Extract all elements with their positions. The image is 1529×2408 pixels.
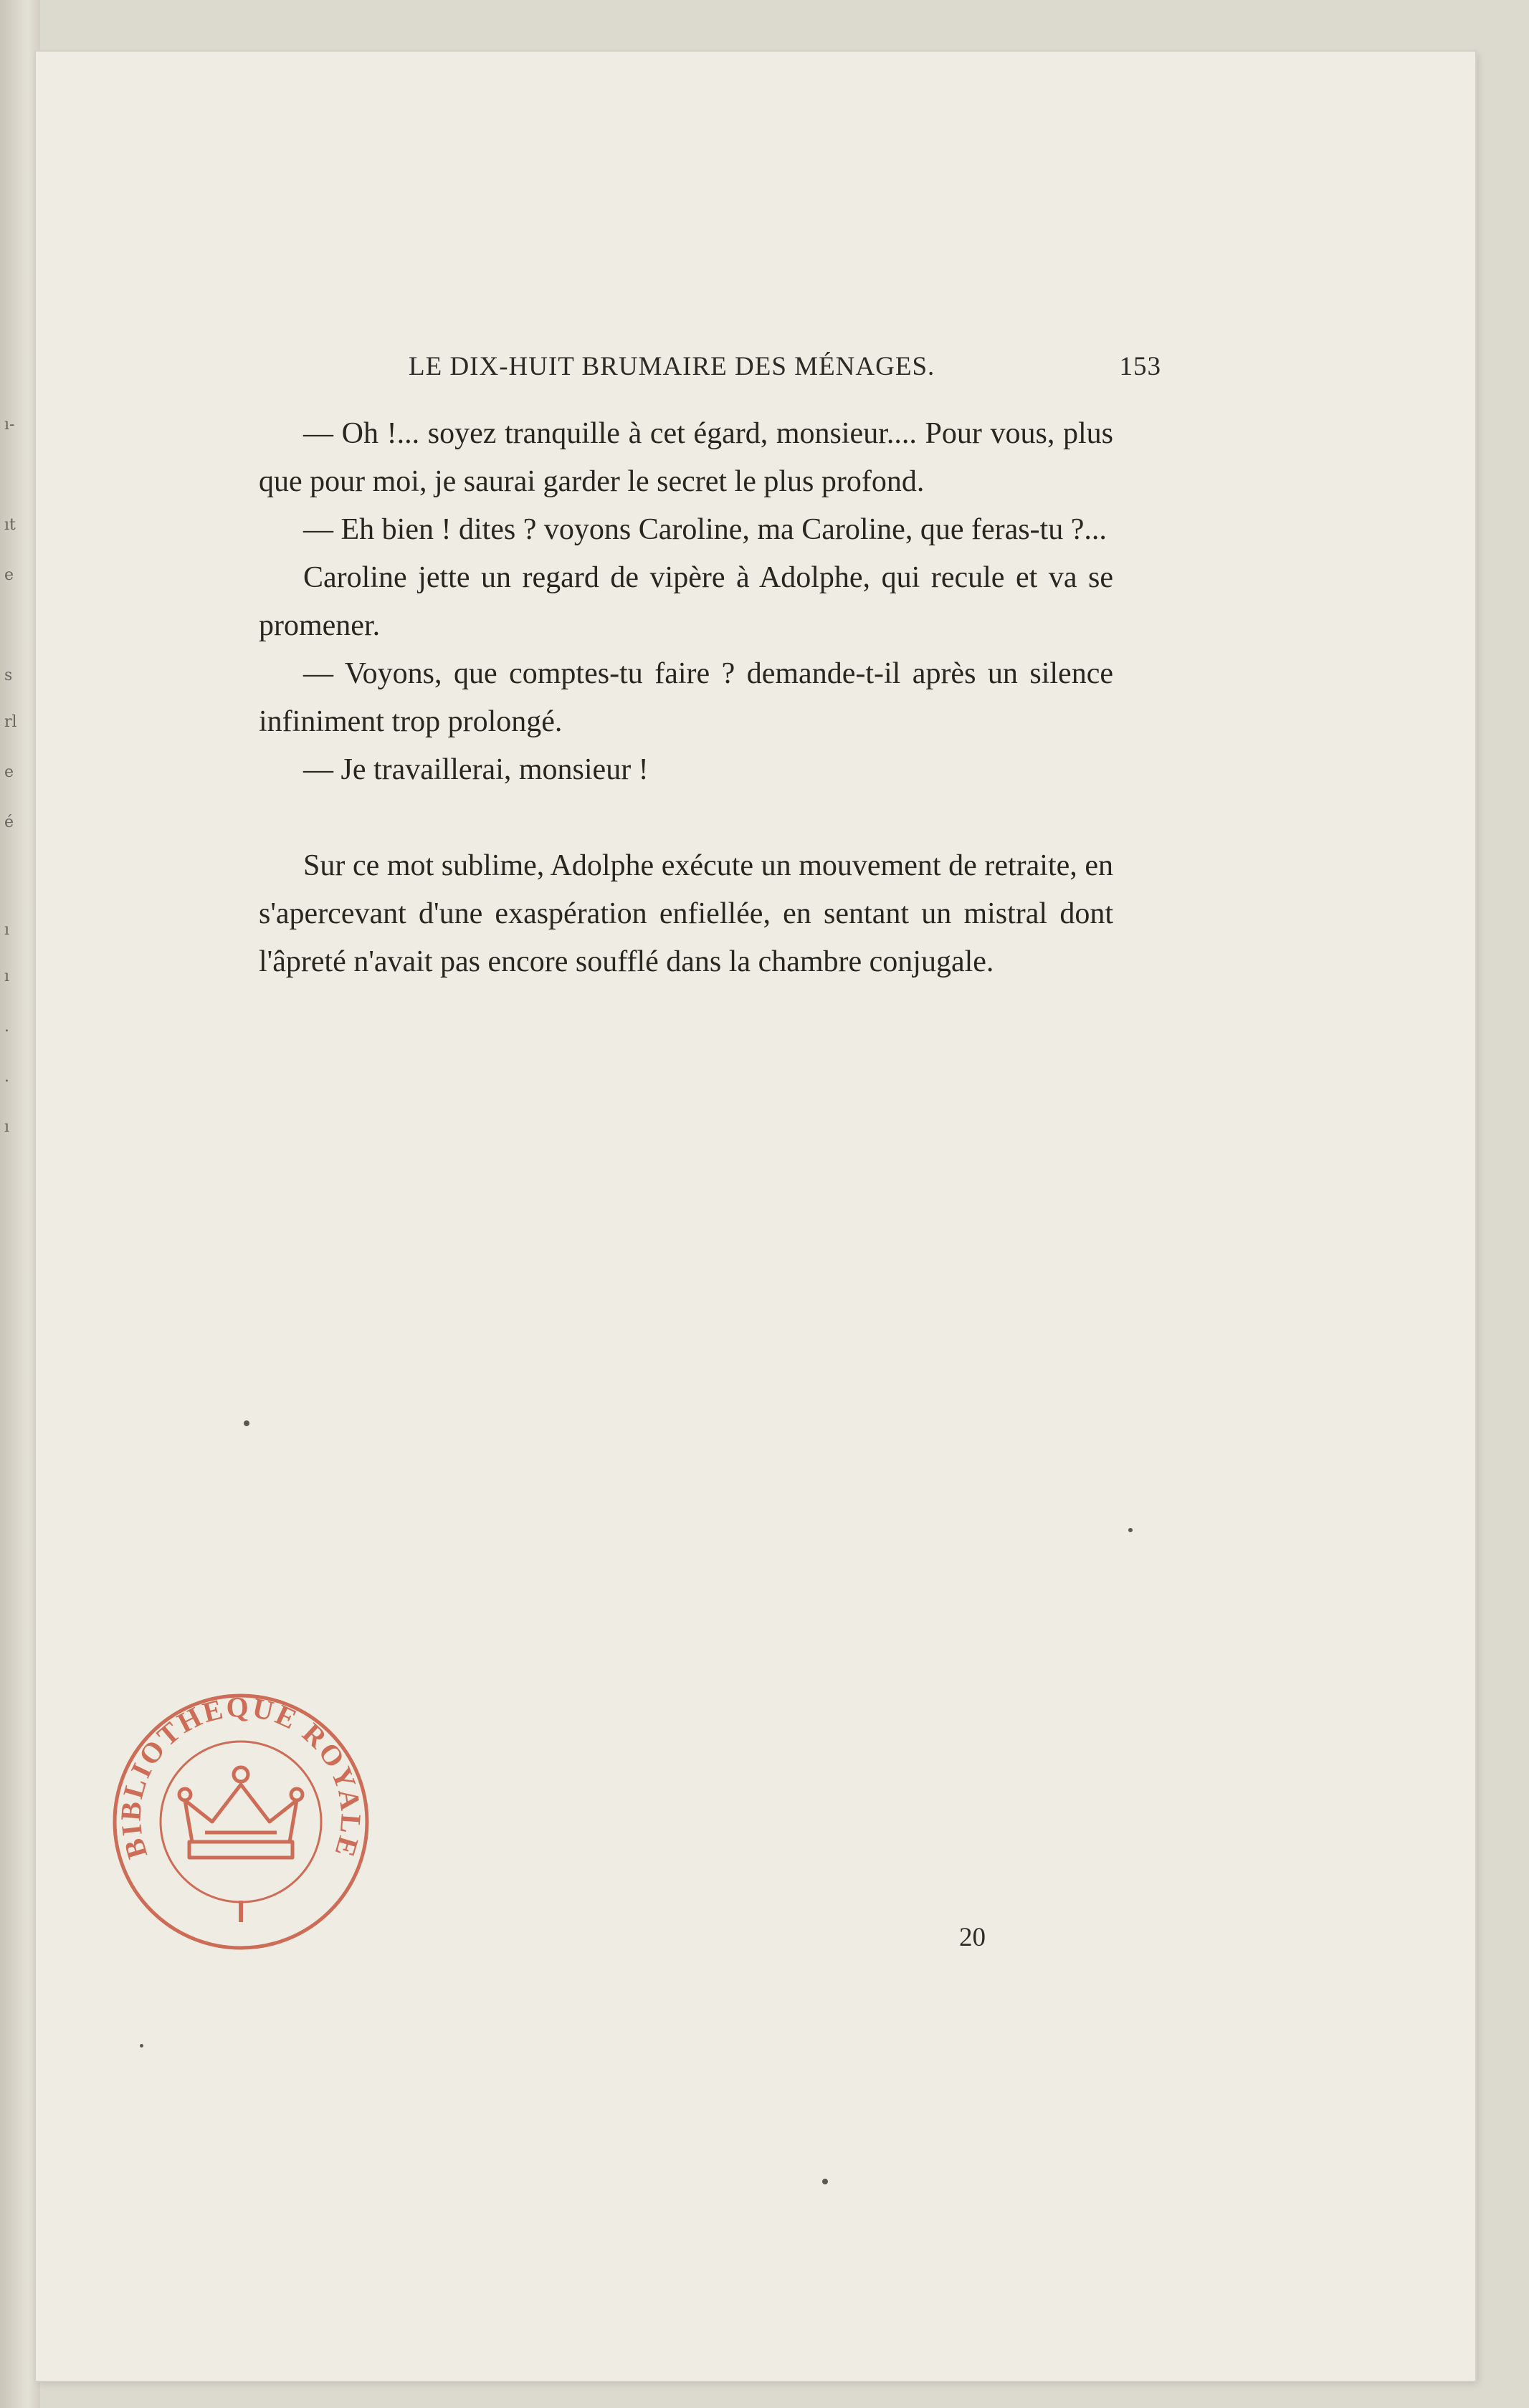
bleed-fragment: e — [4, 566, 14, 584]
paragraph: Sur ce mot sublime, Adolphe exécute un mouvement de retraite, en s'apercevant d'une exaspération enfiellée, en sentant un mistral dont l'âpreté n'avait pas encore soufflé dans la chambre conjugale. — [259, 849, 1113, 978]
book-page — [36, 52, 1475, 2381]
signature-mark: 20 — [959, 1923, 986, 1952]
bleed-fragment: ı- — [4, 416, 15, 434]
running-title: LE DIX-HUIT BRUMAIRE DES MÉNAGES. — [409, 352, 935, 381]
bleed-fragment: . — [4, 1018, 9, 1036]
bleed-fragment: é — [4, 813, 14, 831]
body-text — [259, 410, 1113, 986]
paper-speck — [244, 1420, 249, 1426]
paper-speck — [822, 2179, 828, 2184]
page-number: 153 — [1119, 352, 1161, 381]
paragraph: — Voyons, que comptes-tu faire ? demande-t-il après un silence infiniment trop prolongé. — [259, 657, 1113, 738]
library-stamp — [105, 1686, 377, 1958]
bleed-fragment: . — [4, 1068, 9, 1086]
crown-icon — [179, 1767, 303, 1858]
paragraph: — Oh !... soyez tranquille à cet égard, monsieur.... Pour vous, plus que pour moi, je saurai garder le secret le plus profond. — [259, 417, 1113, 498]
paper-speck — [140, 2044, 143, 2048]
stamp-text: BIBLIOTHEQUE ROYALE — [114, 1691, 368, 1863]
bleed-fragment: s — [4, 666, 13, 684]
bleed-fragment: ı — [4, 921, 10, 939]
bleed-fragment: rl — [4, 713, 17, 731]
bleed-fragment: ıt — [4, 516, 16, 534]
bleed-fragment: ı — [4, 1118, 10, 1136]
paragraph: — Eh bien ! dites ? voyons Caroline, ma Caroline, que feras-tu ?... — [303, 513, 1107, 546]
bleed-fragment: e — [4, 763, 14, 781]
paragraph: Caroline jette un regard de vipère à Adolphe, qui recule et va se promener. — [259, 561, 1113, 642]
svg-text:BIBLIOTHEQUE ROYALE — [114, 1691, 367, 1863]
bleed-fragment: ı — [4, 968, 10, 985]
paragraph: — Je travaillerai, monsieur ! — [303, 753, 649, 786]
stamp-graphic — [105, 1686, 377, 1958]
previous-page-edge — [0, 0, 40, 2408]
paper-speck — [1128, 1528, 1133, 1532]
